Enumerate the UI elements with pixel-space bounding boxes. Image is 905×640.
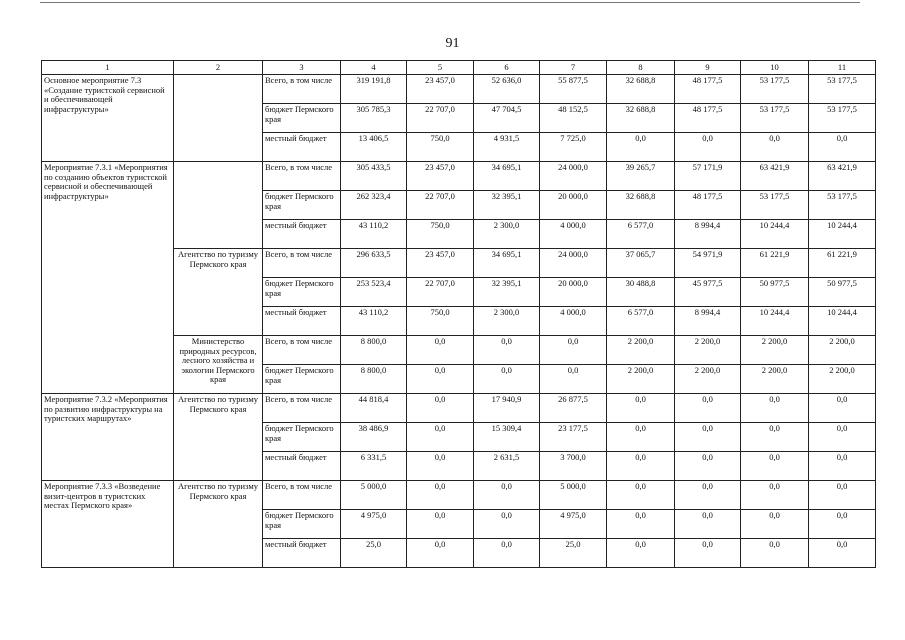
column-header-11: 11 (809, 61, 876, 75)
amount-cell: 22 707,0 (407, 191, 474, 220)
amount-cell: 2 200,0 (607, 365, 675, 394)
amount-cell: 53 177,5 (809, 75, 876, 104)
amount-cell: 0,0 (809, 481, 876, 510)
amount-cell: 48 152,5 (540, 104, 607, 133)
amount-cell: 0,0 (474, 365, 540, 394)
amount-cell: 6 577,0 (607, 220, 675, 249)
amount-cell: 750,0 (407, 307, 474, 336)
amount-cell: 0,0 (741, 452, 809, 481)
amount-cell: 8 800,0 (341, 336, 407, 365)
amount-cell: 0,0 (407, 539, 474, 568)
funding-source-cell: Всего, в том числе (263, 394, 341, 423)
funding-source-cell: бюджет Пермского края (263, 510, 341, 539)
amount-cell: 26 877,5 (540, 394, 607, 423)
funding-source-cell: местный бюджет (263, 452, 341, 481)
amount-cell: 32 688,8 (607, 75, 675, 104)
amount-cell: 6 577,0 (607, 307, 675, 336)
amount-cell: 23 457,0 (407, 162, 474, 191)
funding-source-cell: бюджет Пермского края (263, 278, 341, 307)
amount-cell: 10 244,4 (809, 220, 876, 249)
amount-cell: 2 300,0 (474, 307, 540, 336)
amount-cell: 2 200,0 (809, 336, 876, 365)
amount-cell: 2 300,0 (474, 220, 540, 249)
amount-cell: 0,0 (474, 481, 540, 510)
amount-cell: 10 244,4 (741, 307, 809, 336)
amount-cell: 23 457,0 (407, 249, 474, 278)
funding-source-cell: бюджет Пермского края (263, 423, 341, 452)
amount-cell: 8 994,4 (675, 307, 741, 336)
table-row (42, 75, 876, 104)
amount-cell: 53 177,5 (809, 191, 876, 220)
amount-cell: 0,0 (607, 539, 675, 568)
amount-cell: 47 704,5 (474, 104, 540, 133)
amount-cell: 0,0 (675, 510, 741, 539)
funding-source-cell: Всего, в том числе (263, 336, 341, 365)
amount-cell: 43 110,2 (341, 220, 407, 249)
amount-cell: 55 877,5 (540, 75, 607, 104)
amount-cell: 61 221,9 (809, 249, 876, 278)
amount-cell: 0,0 (474, 336, 540, 365)
table-row (42, 394, 876, 423)
table-row (42, 481, 876, 510)
executor-cell: Агентство по туризму Пермского края (174, 481, 263, 568)
amount-cell: 44 818,4 (341, 394, 407, 423)
amount-cell: 53 177,5 (741, 191, 809, 220)
amount-cell: 0,0 (607, 133, 675, 162)
amount-cell: 0,0 (675, 481, 741, 510)
amount-cell: 750,0 (407, 133, 474, 162)
amount-cell: 253 523,4 (341, 278, 407, 307)
amount-cell: 0,0 (540, 365, 607, 394)
funding-source-cell: Всего, в том числе (263, 162, 341, 191)
amount-cell: 48 177,5 (675, 75, 741, 104)
amount-cell: 53 177,5 (741, 75, 809, 104)
amount-cell: 0,0 (809, 510, 876, 539)
funding-source-cell: местный бюджет (263, 539, 341, 568)
header-row (42, 61, 876, 75)
amount-cell: 63 421,9 (809, 162, 876, 191)
amount-cell: 53 177,5 (809, 104, 876, 133)
amount-cell: 7 725,0 (540, 133, 607, 162)
amount-cell: 4 000,0 (540, 307, 607, 336)
column-header-6: 6 (474, 61, 540, 75)
amount-cell: 32 395,1 (474, 191, 540, 220)
column-header-3: 3 (263, 61, 341, 75)
amount-cell: 6 331,5 (341, 452, 407, 481)
amount-cell: 57 171,9 (675, 162, 741, 191)
amount-cell: 262 323,4 (341, 191, 407, 220)
amount-cell: 24 000,0 (540, 162, 607, 191)
activity-name-cell: Мероприятие 7.3.1 «Мероприятия по созданию объектов туристской сервисной и обеспечивающей инфраструктуры» (42, 162, 174, 394)
amount-cell: 0,0 (741, 539, 809, 568)
amount-cell: 54 971,9 (675, 249, 741, 278)
amount-cell: 4 931,5 (474, 133, 540, 162)
amount-cell: 53 177,5 (741, 104, 809, 133)
amount-cell: 0,0 (407, 336, 474, 365)
amount-cell: 0,0 (407, 481, 474, 510)
amount-cell: 0,0 (675, 423, 741, 452)
amount-cell: 2 200,0 (809, 365, 876, 394)
amount-cell: 0,0 (741, 423, 809, 452)
amount-cell: 32 395,1 (474, 278, 540, 307)
amount-cell: 305 433,5 (341, 162, 407, 191)
amount-cell: 4 975,0 (540, 510, 607, 539)
amount-cell: 25,0 (540, 539, 607, 568)
amount-cell: 0,0 (741, 133, 809, 162)
amount-cell: 52 636,0 (474, 75, 540, 104)
amount-cell: 50 977,5 (741, 278, 809, 307)
amount-cell: 0,0 (675, 452, 741, 481)
amount-cell: 319 191,8 (341, 75, 407, 104)
amount-cell: 20 000,0 (540, 191, 607, 220)
amount-cell: 30 488,8 (607, 278, 675, 307)
amount-cell: 0,0 (607, 423, 675, 452)
amount-cell: 45 977,5 (675, 278, 741, 307)
amount-cell: 0,0 (607, 394, 675, 423)
amount-cell: 0,0 (741, 481, 809, 510)
amount-cell: 8 800,0 (341, 365, 407, 394)
executor-cell: Министерство природных ресурсов, лесного хозяйства и экологии Пермского края (174, 336, 263, 394)
amount-cell: 23 457,0 (407, 75, 474, 104)
amount-cell: 2 200,0 (741, 365, 809, 394)
amount-cell: 15 309,4 (474, 423, 540, 452)
amount-cell: 22 707,0 (407, 278, 474, 307)
funding-source-cell: Всего, в том числе (263, 75, 341, 104)
funding-source-cell: бюджет Пермского края (263, 104, 341, 133)
amount-cell: 0,0 (540, 336, 607, 365)
amount-cell: 0,0 (741, 510, 809, 539)
amount-cell: 0,0 (474, 539, 540, 568)
column-header-1: 1 (42, 61, 174, 75)
amount-cell: 0,0 (407, 394, 474, 423)
amount-cell: 2 200,0 (607, 336, 675, 365)
amount-cell: 2 631,5 (474, 452, 540, 481)
amount-cell: 4 000,0 (540, 220, 607, 249)
amount-cell: 2 200,0 (741, 336, 809, 365)
amount-cell: 10 244,4 (741, 220, 809, 249)
amount-cell: 8 994,4 (675, 220, 741, 249)
amount-cell: 23 177,5 (540, 423, 607, 452)
amount-cell: 0,0 (675, 133, 741, 162)
amount-cell: 0,0 (809, 394, 876, 423)
funding-source-cell: Всего, в том числе (263, 481, 341, 510)
scan-top-border (40, 2, 860, 3)
amount-cell: 25,0 (341, 539, 407, 568)
amount-cell: 13 406,5 (341, 133, 407, 162)
amount-cell: 0,0 (741, 394, 809, 423)
executor-cell (174, 75, 263, 162)
amount-cell: 0,0 (407, 423, 474, 452)
activity-name-cell: Основное мероприятие 7.3 «Создание туристской сервисной и обеспечивающей инфраструктуры» (42, 75, 174, 162)
amount-cell: 3 700,0 (540, 452, 607, 481)
amount-cell: 2 200,0 (675, 365, 741, 394)
activity-name-cell: Мероприятие 7.3.3 «Возведение визит-центров в туристских местах Пермского края» (42, 481, 174, 568)
amount-cell: 296 633,5 (341, 249, 407, 278)
funding-source-cell: местный бюджет (263, 220, 341, 249)
funding-source-cell: Всего, в том числе (263, 249, 341, 278)
amount-cell: 38 486,9 (341, 423, 407, 452)
amount-cell: 0,0 (809, 133, 876, 162)
column-header-5: 5 (407, 61, 474, 75)
amount-cell: 0,0 (407, 365, 474, 394)
amount-cell: 0,0 (407, 452, 474, 481)
amount-cell: 32 688,8 (607, 104, 675, 133)
column-header-7: 7 (540, 61, 607, 75)
amount-cell: 2 200,0 (675, 336, 741, 365)
column-header-8: 8 (607, 61, 675, 75)
amount-cell: 24 000,0 (540, 249, 607, 278)
amount-cell: 5 000,0 (341, 481, 407, 510)
column-header-10: 10 (741, 61, 809, 75)
funding-source-cell: бюджет Пермского края (263, 365, 341, 394)
amount-cell: 305 785,3 (341, 104, 407, 133)
amount-cell: 5 000,0 (540, 481, 607, 510)
column-header-2: 2 (174, 61, 263, 75)
amount-cell: 0,0 (607, 452, 675, 481)
table-row (42, 162, 876, 191)
funding-source-cell: местный бюджет (263, 133, 341, 162)
executor-cell (174, 162, 263, 249)
amount-cell: 0,0 (407, 510, 474, 539)
amount-cell: 0,0 (607, 510, 675, 539)
executor-cell: Агентство по туризму Пермского края (174, 249, 263, 336)
amount-cell: 0,0 (607, 481, 675, 510)
amount-cell: 32 688,8 (607, 191, 675, 220)
amount-cell: 39 265,7 (607, 162, 675, 191)
amount-cell: 0,0 (809, 452, 876, 481)
amount-cell: 20 000,0 (540, 278, 607, 307)
column-header-4: 4 (341, 61, 407, 75)
amount-cell: 22 707,0 (407, 104, 474, 133)
executor-cell: Агентство по туризму Пермского края (174, 394, 263, 481)
amount-cell: 0,0 (675, 539, 741, 568)
funding-source-cell: местный бюджет (263, 307, 341, 336)
amount-cell: 34 695,1 (474, 162, 540, 191)
amount-cell: 48 177,5 (675, 191, 741, 220)
amount-cell: 750,0 (407, 220, 474, 249)
amount-cell: 0,0 (474, 510, 540, 539)
amount-cell: 0,0 (675, 394, 741, 423)
amount-cell: 34 695,1 (474, 249, 540, 278)
amount-cell: 48 177,5 (675, 104, 741, 133)
amount-cell: 63 421,9 (741, 162, 809, 191)
amount-cell: 61 221,9 (741, 249, 809, 278)
page-number: 91 (445, 36, 460, 51)
amount-cell: 37 065,7 (607, 249, 675, 278)
amount-cell: 50 977,5 (809, 278, 876, 307)
budget-table (41, 60, 876, 568)
amount-cell: 43 110,2 (341, 307, 407, 336)
funding-source-cell: бюджет Пермского края (263, 191, 341, 220)
amount-cell: 10 244,4 (809, 307, 876, 336)
amount-cell: 17 940,9 (474, 394, 540, 423)
activity-name-cell: Мероприятие 7.3.2 «Мероприятия по развитию инфраструктуры на туристских маршрутах» (42, 394, 174, 481)
column-header-9: 9 (675, 61, 741, 75)
amount-cell: 0,0 (809, 539, 876, 568)
amount-cell: 4 975,0 (341, 510, 407, 539)
amount-cell: 0,0 (809, 423, 876, 452)
